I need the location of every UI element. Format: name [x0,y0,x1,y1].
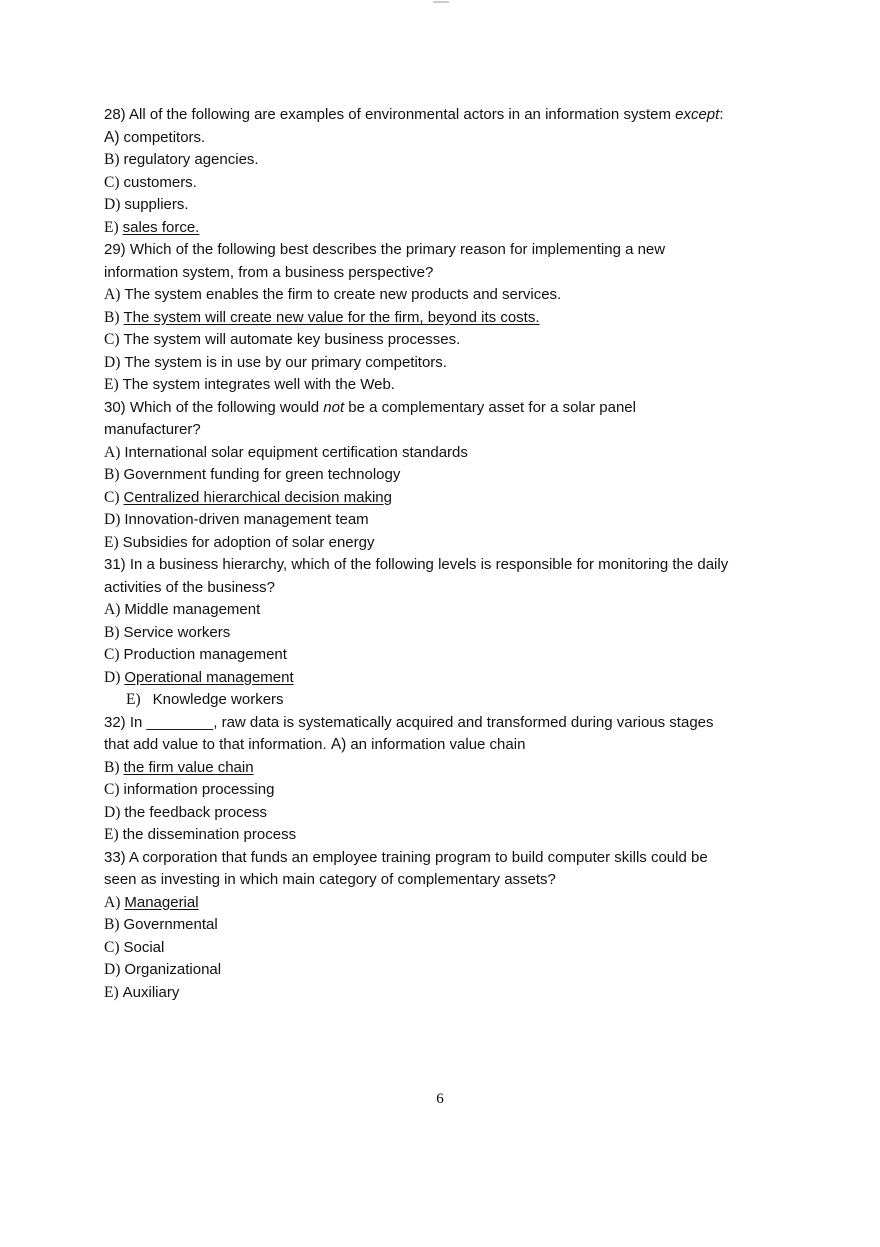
option-text: The system enables the firm to create new products and services. [124,286,562,303]
option-letter: D) [104,803,121,821]
option-text: regulatory agencies. [123,151,259,168]
option-letter: D) [104,511,121,528]
option-text: International solar equipment certification standards [124,443,468,461]
option-letter: B) [104,151,120,168]
answer-option [104,622,784,645]
option-text: information processing [123,781,275,798]
option-letter: D) [104,961,121,978]
option-text: Subsidies for adoption of solar energy [122,533,375,551]
question-30 [104,397,784,555]
stem-text: 30) Which of the following would [104,398,324,416]
option-letter: A) [104,443,121,461]
stem-text: 33) A corporation that funds an employee training program to build computer skills could be [104,848,708,866]
quiz-page [104,104,784,1004]
option-letter: A) [104,128,120,146]
answer-option [104,959,784,982]
answer-option [104,217,784,240]
question-31 [104,554,784,712]
answer-option [104,284,784,307]
question-stem-line [104,554,784,577]
option-text: Government funding for green technology [123,466,401,483]
option-letter: A) [104,286,121,303]
option-letter: B) [104,916,120,933]
option-text: Service workers [123,623,231,641]
option-text: Innovation-driven management team [124,511,369,528]
answer-option [104,374,784,397]
option-letter: E) [104,826,119,843]
question-stem-line [104,239,784,262]
option-text: Production management [123,646,287,663]
header-mark [433,1,449,3]
option-text: Middle management [124,601,261,618]
correct-answer-text: the firm value chain [123,758,254,776]
option-letter: A) [104,601,121,618]
option-text: Knowledge workers [152,691,284,708]
stem-text: activities of the business? [104,578,275,596]
question-stem-line [104,712,784,735]
option-text: The system is in use by our primary competitors. [124,353,447,371]
answer-option [104,667,784,690]
question-stem-line [104,262,784,285]
option-text: customers. [123,173,197,191]
option-text: Organizational [124,961,222,978]
correct-answer-text: Managerial [124,893,199,911]
question-stem-line [104,104,784,127]
option-letter: B) [104,308,120,326]
answer-option [104,689,784,712]
answer-option [104,127,784,150]
answer-option [104,464,784,487]
question-stem-line [104,397,784,420]
option-text: the feedback process [124,803,267,821]
option-letter: B) [104,758,120,776]
page-number: 6 [436,1091,444,1107]
question-stem-line [104,577,784,600]
answer-option [104,352,784,375]
answer-option [104,757,784,780]
option-letter: E) [104,376,119,393]
stem-text: seen as investing in which main category of complementary assets? [104,871,556,888]
question-stem-line [104,734,784,757]
question-stem-line [104,847,784,870]
option-text: the dissemination process [122,826,297,843]
option-letter: E) [104,983,119,1001]
answer-option [104,892,784,915]
answer-option [104,644,784,667]
option-letter: D) [104,196,121,213]
option-letter: D) [104,668,121,686]
question-32 [104,712,784,847]
correct-answer-text: sales force. [122,218,200,236]
option-text: Governmental [123,916,218,933]
option-letter: C) [104,781,120,798]
answer-option [104,442,784,465]
option-letter: C) [104,173,120,191]
emphasis-text: not [323,398,345,416]
stem-text: 31) In a business hierarchy, which of the following levels is responsible for monitoring the daily [104,556,729,573]
stem-text: 32) In ________, raw data is systematically acquired and transformed during various stages [104,713,714,731]
stem-text: be a complementary asset for a solar panel [344,398,636,416]
answer-option [104,802,784,825]
option-text: The system integrates well with the Web. [122,376,395,393]
answer-option [104,329,784,352]
correct-answer-text: Operational management [124,668,294,686]
answer-option [104,172,784,195]
option-letter: C) [104,488,120,506]
option-letter: C) [104,331,120,348]
answer-option [104,149,784,172]
option-text: an information value chain [350,736,526,753]
answer-option [104,982,784,1005]
option-letter: B) [104,466,120,483]
answer-option [104,599,784,622]
correct-answer-text: Centralized hierarchical decision making [123,488,392,506]
question-stem-line [104,869,784,892]
option-letter: C) [104,938,120,956]
answer-option [104,509,784,532]
answer-option [104,307,784,330]
stem-text: information system, from a business perspective? [104,263,434,281]
question-29 [104,239,784,397]
option-text: competitors. [123,128,206,146]
answer-option [104,487,784,510]
option-text: Social [123,938,165,956]
option-text: suppliers. [124,196,189,213]
question-stem-line [104,419,784,442]
option-letter: B) [104,623,120,641]
emphasis-text: except [675,106,720,123]
stem-text: 28) All of the following are examples of environmental actors in an information system [104,106,676,123]
option-text: The system will automate key business processes. [123,331,461,348]
option-letter: E) [104,533,119,551]
answer-option [104,779,784,802]
answer-option [104,824,784,847]
stem-text: 29) Which of the following best describes the primary reason for implementing a new [104,241,666,258]
option-letter: A) [104,893,121,911]
correct-answer-text: The system will create new value for the firm, beyond its costs. [123,308,540,326]
question-28 [104,104,784,239]
option-letter: E) [104,218,119,236]
question-33 [104,847,784,1005]
answer-option [104,532,784,555]
answer-option [104,914,784,937]
stem-text: that add value to that information. [104,736,331,753]
option-letter: D) [104,353,121,371]
option-text: Auxiliary [122,983,180,1001]
answer-option [104,194,784,217]
stem-text: manufacturer? [104,421,201,438]
answer-option [104,937,784,960]
stem-text: : [719,106,724,123]
option-letter: A) [330,736,347,753]
option-letter: C) [104,646,120,663]
option-letter: E) [126,691,141,708]
